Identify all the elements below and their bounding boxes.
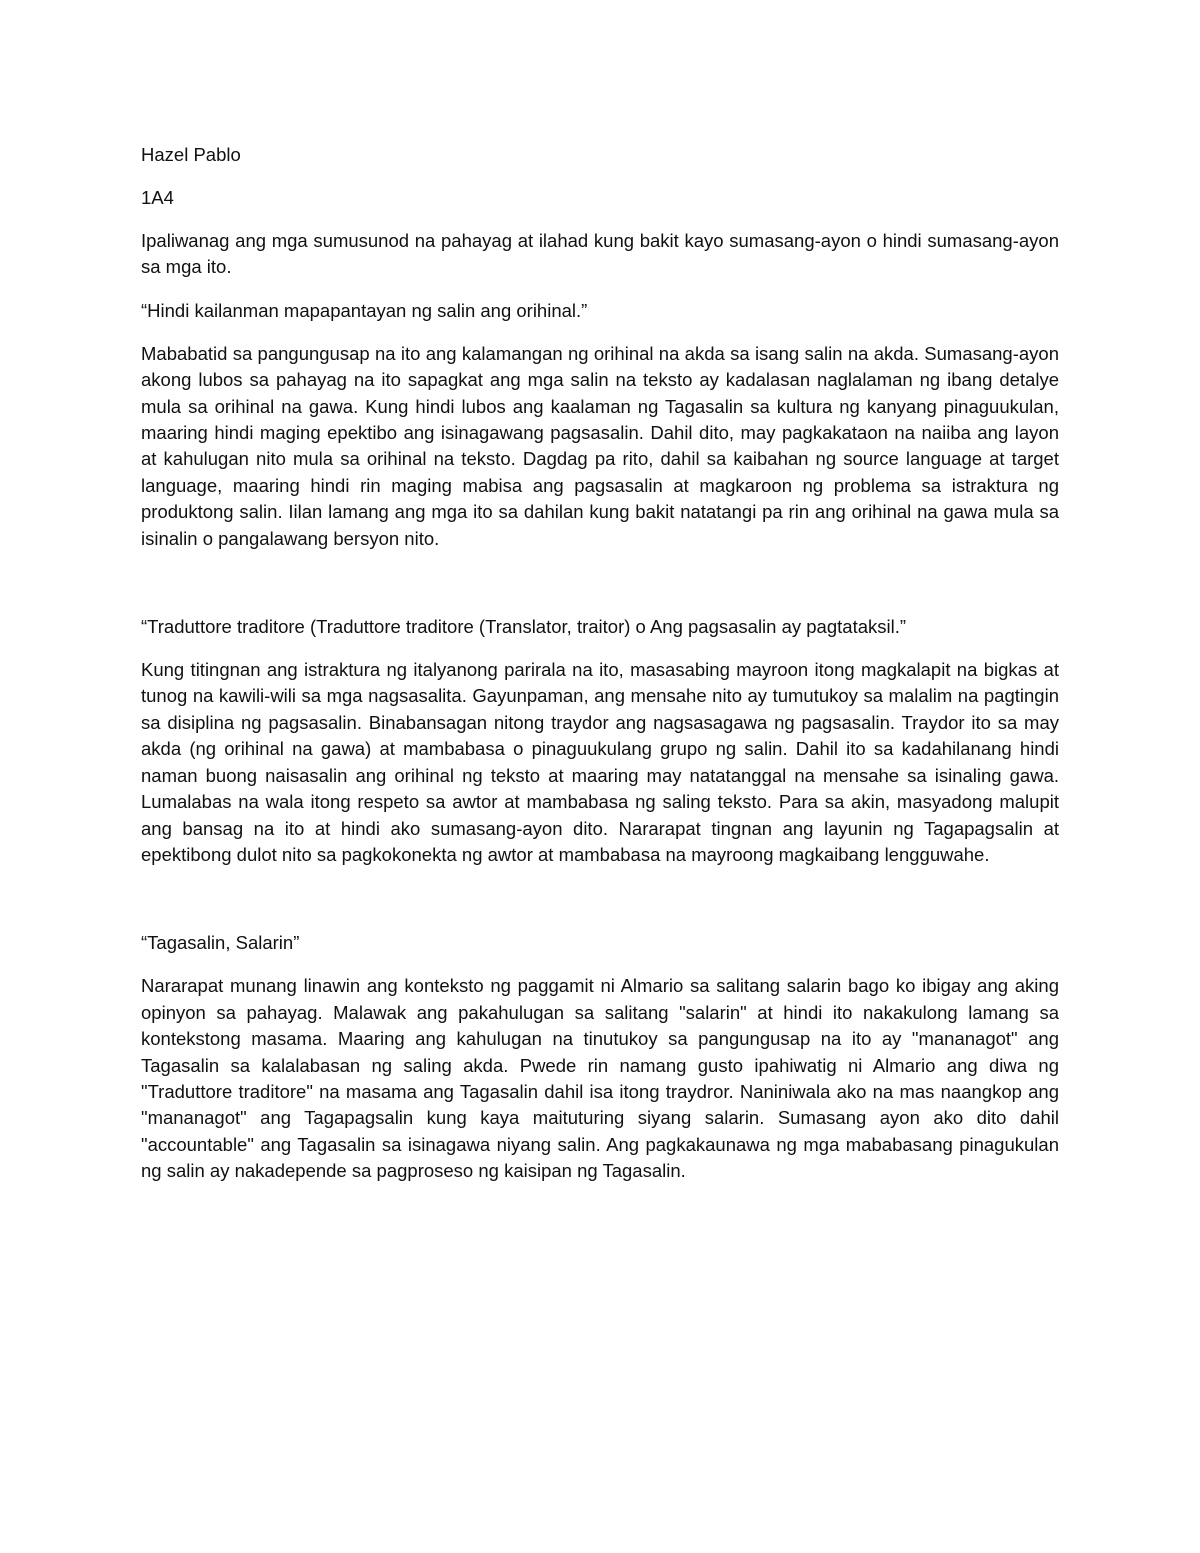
document-page: [141, 142, 1059, 1202]
answer-3: Nararapat munang linawin ang konteksto ng paggamit ni Almario sa salitang salarin bago ko ibigay ang aking opinyon sa pahayag. Malawak ang pakahulugan sa salitang "salarin" at hindi ito nakakulong lamang sa kontekstong masama. Maaring ang kahulugan na tinutukoy sa pangungusap na ito ay "mananagot" ang Tagasalin sa kalalabasan ng saling akda. Pwede rin namang gusto ipahiwatig ni Almario ang diwa ng "Traduttore traditore" na masama ang Tagasalin dahil isa itong traydror. Naniniwala ako na mas naangkop ang "mananagot" ang Tagapagsalin kung kaya maituturing siyang salarin. Sumasang ayon ako dito dahil "accountable" ang Tagasalin sa isinagawa niyang salin. Ang pagkakaunawa ng mga mababasang pinagukulan ng salin ay nakadepende sa pagproseso ng kaisipan ng Tagasalin.: [141, 975, 1059, 1182]
instructions: Ipaliwanag ang mga sumusunod na pahayag at ilahad kung bakit kayo sumasang-ayon o hindi sumasang-ayon sa mga ito.: [141, 230, 1059, 278]
statement-2: “Traduttore traditore (Traduttore traditore (Translator, traitor) o Ang pagsasalin ay pagtataksil.”: [141, 616, 907, 638]
answer-2: Kung titingnan ang istraktura ng italyanong parirala na ito, masasabing mayroon itong magkalapit na bigkas at tunog na kawili-wili sa mga nagsasalita. Gayunpaman, ang mensahe nito ay tumutukoy sa malalim na pagtingin sa disiplina ng pagsasalin. Binabansagan nitong traydor ang nagsasagawa ng pagsasalin. Traydor ito sa may akda (ng orihinal na gawa) at mambabasa o pinaguukulang grupo ng salin. Dahil ito sa kadahilanang hindi naman buong naisasalin ang orihinal ng teksto at maaring may natatanggal na mensahe sa isinaling gawa. Lumalabas na wala itong respeto sa awtor at mambabasa ng saling teksto. Para sa akin, masyadong malupit ang bansag na ito at hindi ako sumasang-ayon dito. Nararapat tingnan ang layunin ng Tagapagsalin at epektibong dulot nito sa pagkokonekta ng awtor at mambabasa na mayroong magkaibang lengguwahe.: [141, 659, 1059, 865]
class-section: 1A4: [141, 187, 174, 208]
statement-1: “Hindi kailanman mapapantayan ng salin ang orihinal.”: [141, 299, 588, 321]
answer-1: Mababatid sa pangungusap na ito ang kalamangan ng orihinal na akda sa isang salin na akda. Sumasang-ayon akong lubos sa pahayag na ito sapagkat ang mga salin na teksto ay kadalasan naglalaman ng ibang detalye mula sa orihinal na gawa. Kung hindi lubos ang kaalaman ng Tagasalin sa kultura ng kanyang pinaguukulan, maaring hindi maging epektibo ang isinagawang pagsasalin. Dahil dito, may pagkakataon na naiiba ang layon at kahulugan nito mula sa orihinal na teksto. Dagdag pa rito, dahil sa kaibahan ng source language at target language, maaring hindi rin maging mabisa ang pagsasalin at magkaroon ng problema sa istraktura ng produktong salin. Iilan lamang ang mga ito sa dahilan kung bakit natatangi pa rin ang orihinal na gawa mula sa isinalin o pangalawang bersyon nito.: [141, 342, 1059, 549]
author-name: Hazel Pablo: [141, 144, 241, 165]
statement-3: “Tagasalin, Salarin”: [141, 932, 300, 954]
